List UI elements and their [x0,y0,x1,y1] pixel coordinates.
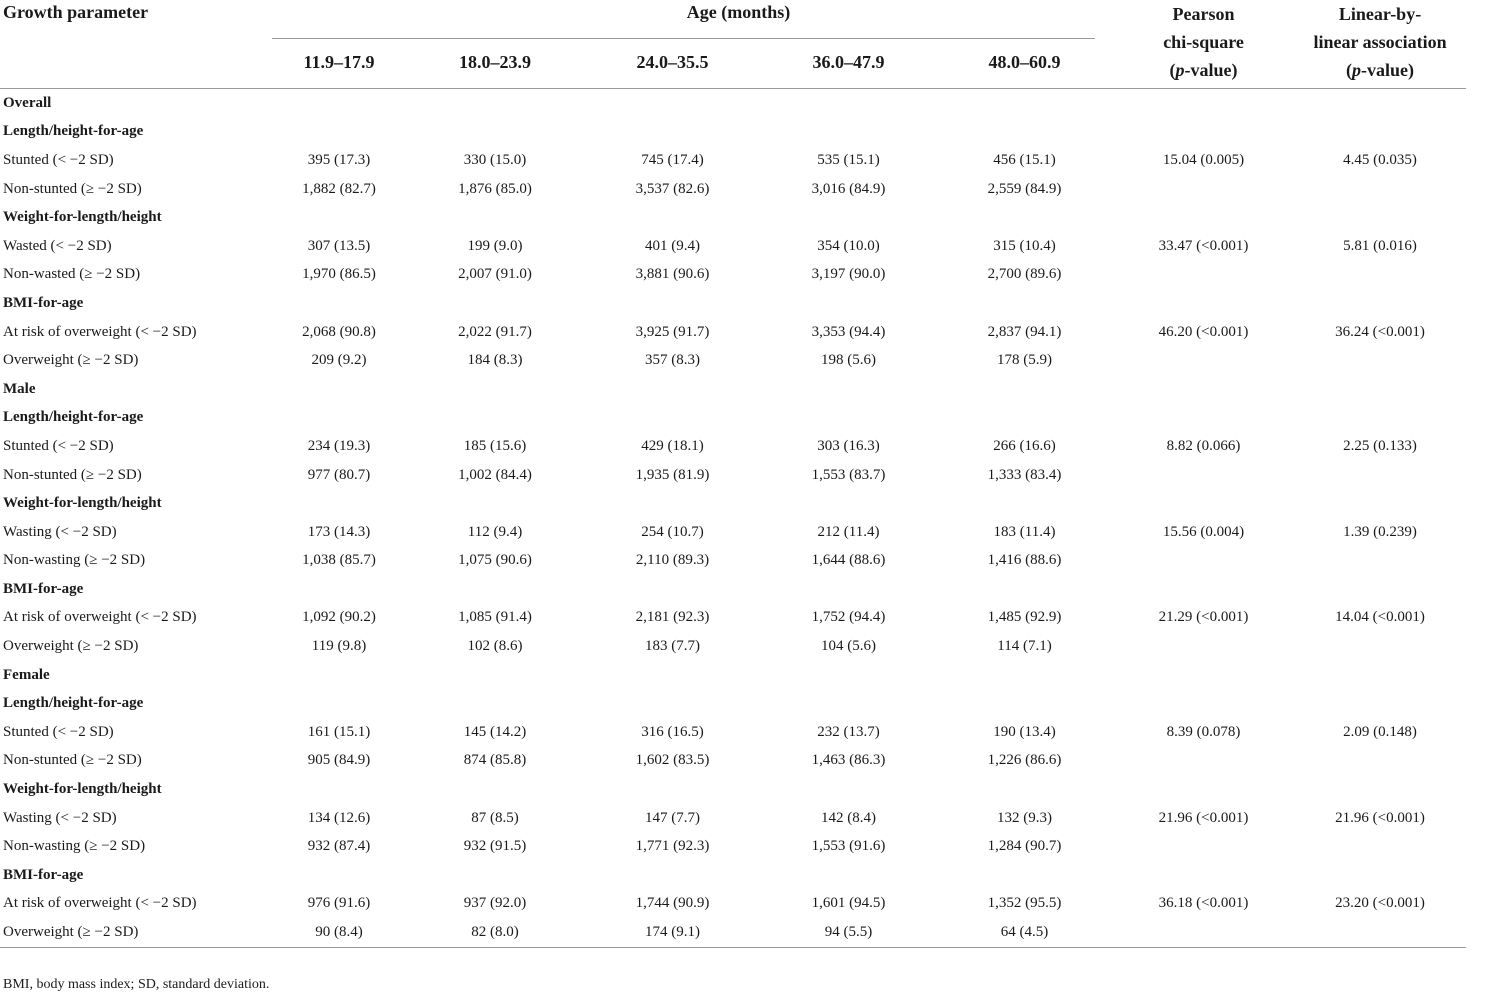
linear-association-cell: 2.25 (0.133) [1343,437,1417,454]
age-band-cell [761,861,936,890]
age-band-cell: 112 (9.4) [467,523,523,540]
pearson-cell: 8.39 (0.078) [1166,723,1241,740]
age-band-cell [584,689,761,718]
age-band-cell [406,289,584,318]
age-band-cell: 535 (15.1) [817,151,880,168]
age-band-cell [272,489,406,518]
row-label: Wasting (< −2 SD) [3,809,117,826]
age-band-cell: 1,644 (88.6) [811,552,886,569]
pearson-cell [1113,289,1294,318]
pearson-cell [1113,118,1294,147]
age-band-cell: 1,352 (95.5) [987,895,1062,912]
pearson-cell: 46.20 (<0.001) [1158,323,1249,340]
pearson-cell: 21.96 (<0.001) [1158,809,1249,826]
age-band-cell: 209 (9.2) [311,352,367,369]
row-label: Non-wasting (≥ −2 SD) [3,838,146,855]
linear-association-cell: 4.45 (0.035) [1343,151,1417,168]
subsection-label: Length/height-for-age [3,695,144,712]
subsection-row [0,775,1466,804]
age-band-cell: 316 (16.5) [641,723,704,740]
linear-association-cell [1294,832,1466,861]
pearson-cell [1113,203,1294,232]
age-band-cell: 1,416 (88.6) [987,552,1062,569]
age-band-cell [406,575,584,604]
age-band-cell: 190 (13.4) [993,723,1056,740]
linear-association-cell: 23.20 (<0.001) [1335,895,1425,912]
age-band-cell: 303 (16.3) [817,437,880,454]
age-band-cell: 905 (84.9) [307,752,371,769]
table-row [0,832,1466,861]
table-row [0,632,1466,661]
linear-association-cell [1294,375,1466,404]
pearson-cell: 8.82 (0.066) [1166,437,1241,454]
linear-association-cell [1294,404,1466,433]
age-band-cell: 874 (85.8) [463,752,527,769]
age-band-cell: 977 (80.7) [307,466,371,483]
table-row [0,518,1466,547]
linear-association-cell [1294,346,1466,375]
age-band-cell: 134 (12.6) [307,809,371,826]
linear-header-line2: linear association [1313,32,1447,52]
pearson-chi-square-header [1113,0,1294,89]
pearson-cell [1113,689,1294,718]
linear-association-cell: 5.81 (0.016) [1343,237,1417,254]
age-band-cell [272,118,406,147]
subsection-label: BMI-for-age [3,294,84,311]
age-band-cell [936,289,1113,318]
age-band-cell: 1,463 (86.3) [811,752,886,769]
age-band-cell: 1,085 (91.4) [458,609,532,626]
age-band-cell: 119 (9.8) [311,638,367,655]
age-band-cell [936,404,1113,433]
subsection-label: Weight-for-length/height [3,781,162,798]
age-band-cell [584,118,761,147]
row-label: Non-stunted (≥ −2 SD) [3,466,142,483]
subsection-label: BMI-for-age [3,866,84,883]
table-row [0,461,1466,490]
age-band-cell: 178 (5.9) [997,352,1053,369]
age-band-cell: 932 (91.5) [463,838,527,855]
age-band-cell: 147 (7.7) [645,809,700,826]
age-band-cell: 1,226 (86.6) [987,752,1062,769]
pearson-cell [1113,747,1294,776]
age-band-cell [761,489,936,518]
subsection-label: Weight-for-length/height [3,495,162,512]
age-band-cell: 1,935 (81.9) [635,466,710,483]
pearson-cell [1113,632,1294,661]
pearson-p: p [1175,60,1185,80]
age-band-cell: 1,771 (92.3) [635,838,710,855]
age-band-cell: 199 (9.0) [467,237,523,254]
age-band-cell: 212 (11.4) [817,523,880,540]
table-row [0,232,1466,261]
linear-association-cell [1294,661,1466,690]
section-row [0,661,1466,690]
table-row [0,175,1466,204]
pearson-cell [1113,461,1294,490]
age-band-cell: 2,110 (89.3) [635,552,710,569]
age-band-cell [406,489,584,518]
linear-association-cell [1294,203,1466,232]
age-band-cell [272,575,406,604]
age-band-header: 18.0–23.9 [406,40,584,89]
row-label: Non-stunted (≥ −2 SD) [3,752,142,769]
age-band-cell: 395 (17.3) [307,151,371,168]
subsection-row [0,289,1466,318]
age-band-cell [272,89,406,118]
pearson-cell [1113,175,1294,204]
linear-p: p [1352,60,1362,80]
row-label: Non-stunted (≥ −2 SD) [3,180,142,197]
subsection-row [0,489,1466,518]
pearson-cell [1113,89,1294,118]
age-band-cell [936,375,1113,404]
age-band-header: 36.0–47.9 [761,40,936,89]
age-band-cell: 87 (8.5) [471,809,519,826]
linear-association-cell: 36.24 (<0.001) [1335,323,1425,340]
age-band-cell [761,289,936,318]
age-band-cell [406,689,584,718]
age-band-cell [272,404,406,433]
age-band-cell [406,203,584,232]
linear-association-cell [1294,861,1466,890]
age-band-cell: 354 (10.0) [817,237,880,254]
age-band-cell: 1,876 (85.0) [458,180,532,197]
linear-association-cell [1294,175,1466,204]
linear-association-cell [1294,89,1466,118]
section-label: Male [3,380,36,397]
pearson-cell [1113,861,1294,890]
pearson-cell [1113,547,1294,576]
linear-association-cell [1294,918,1466,947]
age-band-cell [584,404,761,433]
age-band-cell [272,661,406,690]
table-row [0,604,1466,633]
section-row [0,89,1466,118]
age-band-cell: 142 (8.4) [821,809,876,826]
age-band-cell [761,661,936,690]
table-row [0,318,1466,347]
age-band-cell: 114 (7.1) [997,638,1052,655]
row-label: Non-wasting (≥ −2 SD) [3,552,146,569]
age-band-cell: 90 (8.4) [272,918,406,947]
age-band-cell [272,861,406,890]
subsection-row [0,118,1466,147]
age-band-cell [406,375,584,404]
pearson-cell: 21.29 (<0.001) [1158,609,1249,626]
age-band-cell [936,661,1113,690]
linear-association-header [1294,0,1466,89]
age-band-cell: 183 (7.7) [645,638,700,655]
age-band-cell: 104 (5.6) [821,638,876,655]
section-label: Overall [3,94,52,111]
age-band-cell: 185 (15.6) [463,437,527,454]
pearson-cell [1113,489,1294,518]
age-band-cell: 1,553 (83.7) [811,466,886,483]
age-band-cell [272,203,406,232]
table-row [0,747,1466,776]
row-label: Non-wasted (≥ −2 SD) [3,266,141,283]
age-band-cell [761,689,936,718]
age-band-cell: 161 (15.1) [307,723,371,740]
table-body [0,89,1466,948]
subsection-label: Length/height-for-age [3,409,144,426]
linear-association-cell [1294,261,1466,290]
growth-parameter-header: Growth parameter [0,0,272,89]
age-band-cell: 232 (13.7) [817,723,880,740]
age-band-cell [761,404,936,433]
age-band-cell: 1,284 (90.7) [987,838,1062,855]
pearson-cell [1113,404,1294,433]
subsection-row [0,861,1466,890]
pearson-cell [1113,575,1294,604]
age-band-cell [406,404,584,433]
age-band-cell [584,203,761,232]
pearson-cell: 36.18 (<0.001) [1158,895,1249,912]
age-band-cell [584,89,761,118]
linear-association-cell: 14.04 (<0.001) [1335,609,1425,626]
age-band-cell [406,775,584,804]
linear-header-line1: Linear-by- [1338,4,1422,24]
age-band-cell: 1,092 (90.2) [302,609,376,626]
age-band-header: 11.9–17.9 [272,40,406,89]
subsection-row [0,689,1466,718]
pearson-cell [1113,832,1294,861]
pearson-value-suffix: -value) [1184,60,1238,80]
pearson-cell [1113,775,1294,804]
age-band-cell [272,289,406,318]
subsection-label: Weight-for-length/height [3,209,162,226]
age-band-cell: 1,970 (86.5) [302,266,376,283]
pearson-cell: 15.04 (0.005) [1162,151,1245,168]
age-header-rule [272,38,1095,39]
age-band-cell: 429 (18.1) [641,437,704,454]
age-band-cell: 234 (19.3) [307,437,371,454]
age-band-cell [936,89,1113,118]
pearson-cell [1113,261,1294,290]
linear-association-cell [1294,575,1466,604]
age-band-cell: 932 (87.4) [307,838,371,855]
age-band-cell: 1,601 (94.5) [811,895,886,912]
age-band-cell: 3,197 (90.0) [811,266,886,283]
table-row [0,146,1466,175]
pearson-paren: ( [1169,60,1176,80]
age-band-cell: 3,016 (84.9) [811,180,886,197]
age-band-cell: 1,333 (83.4) [987,466,1062,483]
table-row [0,346,1466,375]
age-band-cell: 745 (17.4) [641,151,704,168]
table-row [0,918,1466,947]
linear-association-cell [1294,461,1466,490]
table-header [0,0,1466,89]
linear-association-cell [1294,289,1466,318]
table-row [0,547,1466,576]
row-label: At risk of overweight (< −2 SD) [3,323,197,340]
age-band-cell: 1,602 (83.5) [635,752,710,769]
age-band-cell: 1,882 (82.7) [302,180,376,197]
age-band-cell: 82 (8.0) [406,918,584,947]
age-band-cell: 2,700 (89.6) [987,266,1062,283]
subsection-row [0,203,1466,232]
age-band-cell [761,89,936,118]
age-band-cell [761,375,936,404]
table-row [0,804,1466,833]
age-band-cell: 976 (91.6) [307,895,371,912]
table-row [0,261,1466,290]
subsection-label: Length/height-for-age [3,123,144,140]
linear-paren: ( [1346,60,1353,80]
age-band-cell [406,661,584,690]
age-band-cell [936,575,1113,604]
age-band-cell: 3,925 (91.7) [635,323,710,340]
age-band-cell: 2,837 (94.1) [987,323,1062,340]
age-band-cell [936,689,1113,718]
linear-association-cell [1294,747,1466,776]
table-row [0,718,1466,747]
age-band-cell [406,861,584,890]
pearson-cell [1113,375,1294,404]
age-band-cell: 937 (92.0) [463,895,527,912]
age-band-header: 24.0–35.5 [584,40,761,89]
pearson-header-line3 [1113,56,1294,84]
age-band-cell [761,203,936,232]
age-band-cell: 1,075 (90.6) [458,552,532,569]
age-band-cell [936,203,1113,232]
age-months-label: Age (months) [686,2,791,22]
subsection-row [0,575,1466,604]
age-band-cell [761,575,936,604]
age-band-cell: 102 (8.6) [467,638,523,655]
age-band-cell: 307 (13.5) [307,237,371,254]
age-band-cell: 1,752 (94.4) [811,609,886,626]
age-band-cell [936,861,1113,890]
row-label: Wasted (< −2 SD) [3,237,112,254]
age-band-cell: 2,559 (84.9) [987,180,1062,197]
age-band-cell [406,118,584,147]
header-row-top [0,0,1466,40]
row-label: Overweight (≥ −2 SD) [0,918,272,947]
row-label: At risk of overweight (< −2 SD) [3,609,197,626]
age-band-cell: 3,537 (82.6) [635,180,710,197]
linear-association-cell [1294,547,1466,576]
age-band-cell [936,118,1113,147]
section-label: Female [3,666,50,683]
age-band-cell: 183 (11.4) [993,523,1056,540]
linear-association-cell [1294,689,1466,718]
age-band-header: 48.0–60.9 [936,40,1113,89]
age-band-cell: 357 (8.3) [645,352,700,369]
age-band-cell: 2,068 (90.8) [302,323,376,340]
table-row [0,890,1466,919]
age-band-cell: 1,485 (92.9) [987,609,1062,626]
linear-association-cell [1294,632,1466,661]
pearson-cell [1113,346,1294,375]
age-band-cell: 330 (15.0) [463,151,527,168]
age-band-cell [584,861,761,890]
age-band-cell: 266 (16.6) [993,437,1056,454]
age-band-cell: 1,553 (91.6) [811,838,886,855]
age-band-cell: 1,744 (90.9) [635,895,710,912]
age-months-header [272,0,1113,40]
age-band-cell: 198 (5.6) [821,352,876,369]
pearson-cell: 33.47 (<0.001) [1158,237,1249,254]
age-band-cell: 456 (15.1) [993,151,1056,168]
row-label: Stunted (< −2 SD) [3,151,114,168]
age-band-cell [584,375,761,404]
age-band-cell [406,89,584,118]
linear-association-cell: 1.39 (0.239) [1343,523,1417,540]
table-row [0,432,1466,461]
age-band-cell [936,775,1113,804]
age-band-cell: 94 (5.5) [761,918,936,947]
age-band-cell: 315 (10.4) [993,237,1056,254]
age-band-cell [584,775,761,804]
age-band-cell: 254 (10.7) [641,523,704,540]
linear-value-suffix: -value) [1361,60,1415,80]
row-label: Stunted (< −2 SD) [3,437,114,454]
pearson-cell [1113,918,1294,947]
linear-header-line3 [1294,56,1466,84]
age-band-cell [584,575,761,604]
subsection-row [0,404,1466,433]
age-band-cell [272,375,406,404]
age-band-cell: 64 (4.5) [936,918,1113,947]
linear-association-cell: 2.09 (0.148) [1343,723,1417,740]
age-band-cell: 132 (9.3) [997,809,1053,826]
age-band-cell: 2,007 (91.0) [458,266,532,283]
age-band-cell [761,118,936,147]
pearson-header-line2: chi-square [1163,32,1244,52]
row-label: Overweight (≥ −2 SD) [3,352,139,369]
age-band-cell [761,775,936,804]
age-band-cell: 174 (9.1) [584,918,761,947]
age-band-cell [936,489,1113,518]
row-label: Wasting (< −2 SD) [3,523,117,540]
pearson-cell: 15.56 (0.004) [1162,523,1245,540]
row-label: At risk of overweight (< −2 SD) [3,895,197,912]
age-band-cell [272,689,406,718]
age-band-cell [584,661,761,690]
linear-association-cell [1294,775,1466,804]
age-band-cell [584,489,761,518]
pearson-header-line1: Pearson [1172,4,1235,24]
linear-association-cell: 21.96 (<0.001) [1335,809,1425,826]
age-band-cell [584,289,761,318]
pearson-cell [1113,661,1294,690]
linear-association-cell [1294,489,1466,518]
age-band-cell: 3,881 (90.6) [635,266,710,283]
age-band-cell: 173 (14.3) [307,523,371,540]
age-band-cell [272,775,406,804]
age-band-cell: 1,038 (85.7) [302,552,376,569]
table-footnote: BMI, body mass index; SD, standard deviation. [3,977,270,992]
section-row [0,375,1466,404]
age-band-cell: 401 (9.4) [645,237,700,254]
linear-association-cell [1294,118,1466,147]
age-band-cell: 2,022 (91.7) [458,323,532,340]
age-band-cell: 3,353 (94.4) [811,323,886,340]
age-band-cell: 2,181 (92.3) [635,609,710,626]
row-label: Overweight (≥ −2 SD) [3,638,139,655]
row-label: Stunted (< −2 SD) [3,723,114,740]
subsection-label: BMI-for-age [3,580,84,597]
age-band-cell: 184 (8.3) [467,352,523,369]
age-band-cell: 145 (14.2) [463,723,527,740]
age-band-cell: 1,002 (84.4) [458,466,532,483]
